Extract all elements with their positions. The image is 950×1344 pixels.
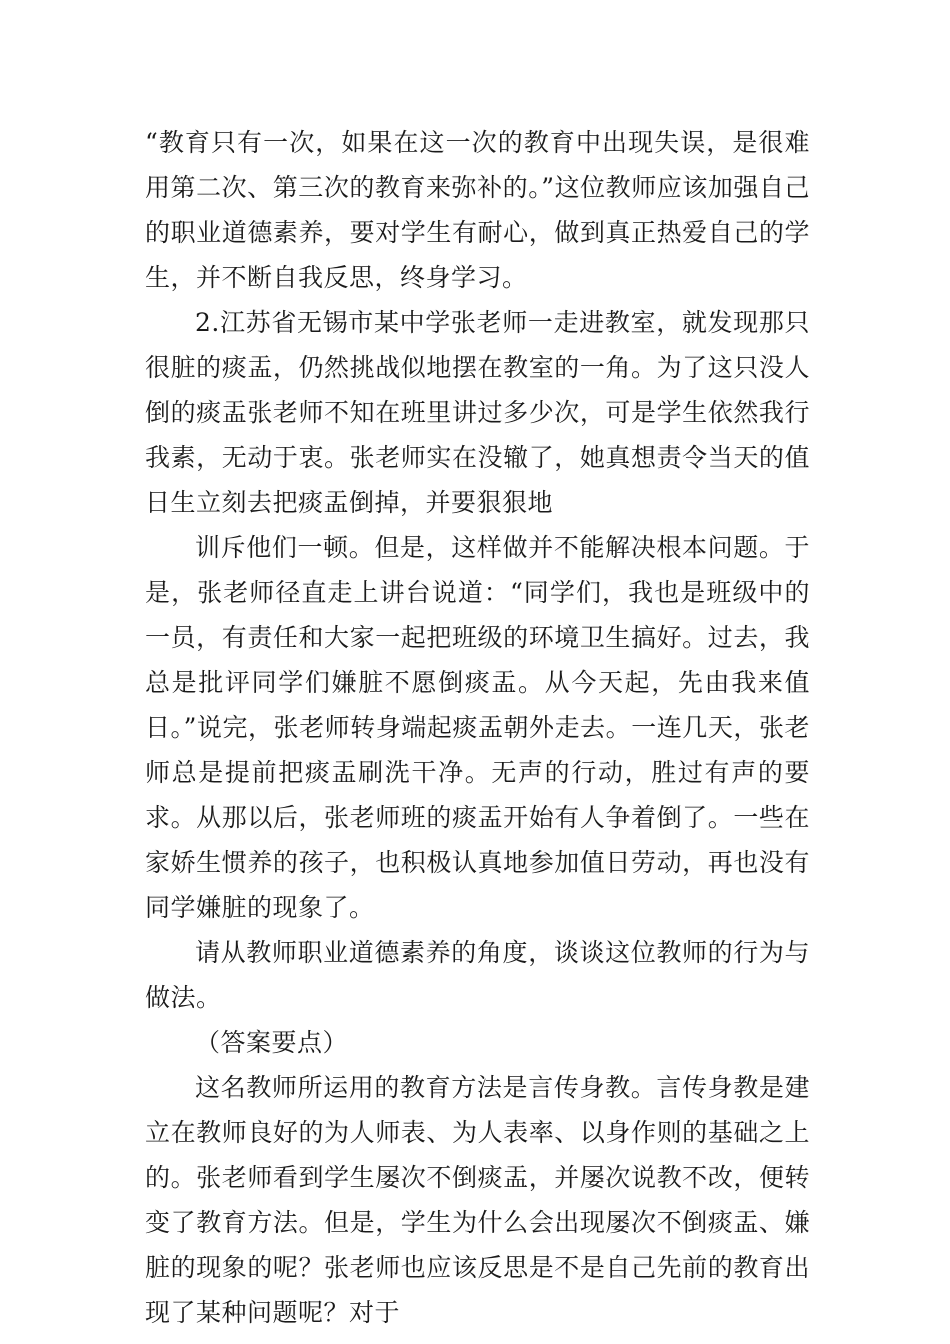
paragraph-question: 请从教师职业道德素养的角度，谈谈这位教师的行为与做法。 <box>145 938 810 1012</box>
document-body <box>145 120 810 1335</box>
paragraph-answer-body: 这名教师所运用的教育方法是言传身教。言传身教是建立在教师良好的为人师表、为人表率、以身作则的基础之上的。张老师看到学生屡次不倒痰盂，并屡次说教不改，便转变了教育方法。但是，学生为什么会出现屡次不倒痰盂、嫌脏的现象的呢？张老师也应该反思是不是自己先前的教育出现了某种问题呢？对于 <box>145 1073 810 1327</box>
paragraph-quote-conclusion: “教育只有一次，如果在这一次的教育中出现失误，是很难用第二次、第三次的教育来弥补的。”这位教师应该加强自己的职业道德素养，要对学生有耐心，做到真正热爱自己的学生，并不断自我反思，终身学习。 <box>145 128 810 292</box>
paragraph-answer-heading: （答案要点） <box>195 1028 349 1057</box>
paragraph-case-2-continued: 训斥他们一顿。但是，这样做并不能解决根本问题。于是，张老师径直走上讲台说道：“同学们，我也是班级中的一员，有责任和大家一起把班级的环境卫生搞好。过去，我总是批评同学们嫌脏不愿倒痰盂。从今天起，先由我来值日。”说完，张老师转身端起痰盂朝外走去。一连几天，张老师总是提前把痰盂刷洗干净。无声的行动，胜过有声的要求。从那以后，张老师班的痰盂开始有人争着倒了。一些在家娇生惯养的孩子，也积极认真地参加值日劳动，再也没有同学嫌脏的现象了。 <box>145 533 810 922</box>
paragraph-case-2-intro: 2.江苏省无锡市某中学张老师一走进教室，就发现那只很脏的痰盂，仍然挑战似地摆在教室的一角。为了这只没人倒的痰盂张老师不知在班里讲过多少次，可是学生依然我行我素，无动于衷。张老师实在没辙了，她真想责令当天的值日生立刻去把痰盂倒掉，并要狠狠地 <box>145 308 810 517</box>
